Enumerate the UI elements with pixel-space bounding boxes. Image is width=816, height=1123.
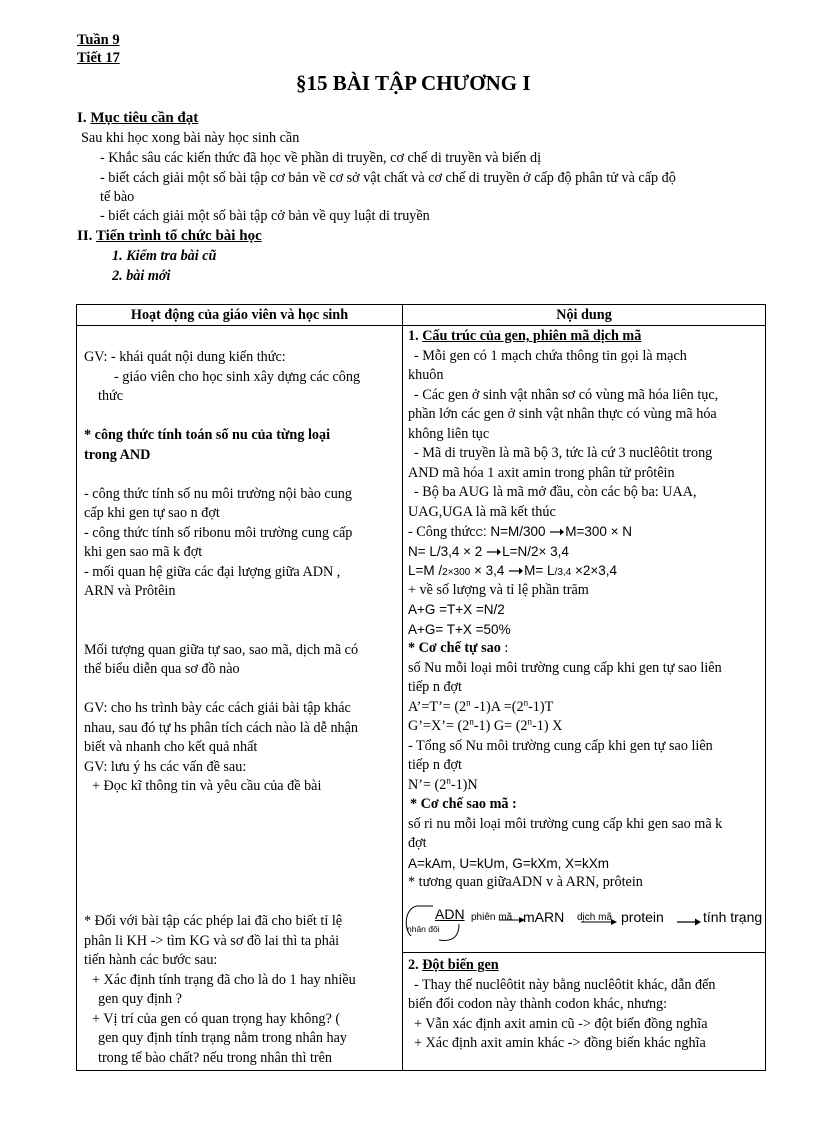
mutation-section [408,956,764,1054]
left-column-2 [84,912,402,1068]
left-line: nhau, sau đó tự hs phân tích cách nào là dễ nhận [84,719,359,736]
subheading-check-old: 1. Kiểm tra bài cũ [112,248,217,264]
section1-heading: I. Mục tiêu cần đạt [77,110,199,126]
formula-heading-2: trong AND [84,446,151,463]
right-line: khuôn [408,367,444,383]
formula-percent: A+G= T+X =50% [408,621,511,637]
arrow-right-icon [549,527,565,537]
left-line: phân li KH -> tìm KG và sơ đồ lai thì ta phải [84,932,340,949]
left-line: gen quy định tính trạng nằm trong nhân hay [98,1030,348,1046]
transcription-heading: * Cơ chế sao mã : [410,796,517,812]
right-line: AND mã hóa 1 axit amin trong phân tử prôtêin [408,464,675,481]
gene-structure-heading: 1. Cấu trúc của gen, phiên mã dịch mã [408,328,642,344]
col-header-activities: Hoạt động của giáo viên và học sinh [77,305,403,326]
right-line: biến đổi codon này thành codon khác, nhưng: [408,996,668,1012]
selfcopy-heading: * Cơ chế tự sao : [408,640,509,656]
left-line: - mối quan hệ giữa các đại lượng giữa ADN , [84,563,341,580]
right-line: số Nu mỗi loại môi trường cung cấp khi gen tự sao liên [408,659,722,676]
left-line: + Vị trí của gen có quan trọng hay không? ( [92,1010,341,1027]
diagram-trait: tính trạng [703,909,763,925]
gv-intro: GV: - khái quát nội dung kiến thức: [84,349,286,365]
right-line: - Mã di truyền là mã bộ 3, tức là cứ 3 nuclêôtit trong [414,445,713,461]
right-line: tiếp n đợt [408,757,462,773]
right-line: - Mỗi gen có 1 mạch chứa thông tin gọi là mạch [414,347,687,364]
percent-note: + về số lượng và tỉ lệ phần trăm [408,581,589,598]
col-header-content: Nội dung [403,305,766,326]
left-line: Mối tượng quan giữa tự sao, sao mã, dịch mã có [84,641,359,658]
section2-heading: II. Tiến trình tổ chức bài học [77,228,262,244]
formula-count: - Công thứcC: N=M/300 M=300 × N [408,524,633,540]
right-line: số ri nu mỗi loại môi trường cung cấp khi gen sao mã k [408,815,723,832]
right-column [408,327,764,893]
page-title: §15 BÀI TẬP CHƯƠNG I [296,71,531,95]
left-line: + Xác định tính trạng đã cho là do 1 hay nhiều [92,971,356,988]
subheading-new-lesson: 2. bài mới [112,268,171,284]
objective-2-cont: tế bào [100,189,135,205]
divider [402,952,766,953]
formula-mass: L=M /2×300 × 3,4 M= L/3,4 ×2×3,4 [408,563,618,578]
left-line: GV: lưu ý hs các vấn đề sau: [84,758,247,775]
formula-sum: A+G =T+X =N/2 [408,602,505,617]
right-line: UAG,UGA là mã kết thúc [408,503,556,520]
left-line: + Đọc kĩ thông tin và yêu cầu của đề bài [92,778,322,794]
left-line: gen quy định ? [98,991,182,1007]
central-dogma-diagram [403,902,769,946]
left-line: - công thức tính số nu môi trường nội bào cung [84,485,352,502]
formula-heading: * công thức tính toán số nu của từng loại [84,427,331,443]
objective-3: - biết cách giải một số bài tập cở bản về quy luật di truyền [100,208,430,224]
formula-length: N= L/3,4 × 2 L=N/2× 3,4 [408,543,569,559]
formula-at: A’=T’= ($2^n$ $-1)A =(2^n-1)T$ [408,696,554,715]
period-label: Tiết 17 [77,50,120,66]
left-line: * Đối với bài tập các phép lai đã cho biết tỉ lệ [84,913,343,929]
right-line: đợt [408,835,427,851]
right-line: tiếp n đợt [408,679,462,695]
left-line: biết và nhanh cho kết quả nhất [84,739,258,755]
left-line: GV: cho hs trình bày các cách giải bài tập khác [84,700,351,716]
gv-intro-2: - giáo viên cho học sinh xây dựng các công [114,368,361,385]
diagram-marn: mARN [523,909,565,925]
objective-2: - biết cách giải một số bài tập cơ bản về cơ sở vật chất và cơ chế di truyền ở cấp độ phân tử và cấp độ [100,170,676,186]
right-line: phần lớn các gen ở sinh vật nhân thực có vùng mã hóa [408,406,717,422]
diagram-transcription-label: phiên mã [471,912,513,923]
right-line: - Bộ ba AUG là mã mở đầu, còn các bộ ba: UAA, [414,484,697,500]
right-line: - Các gen ở sinh vật nhân sơ có vùng mã hóa liên tục, [414,386,719,403]
gv-intro-3: thức [98,388,124,404]
week-label: Tuần 9 [77,32,120,48]
diagram-translation-label: dịch mã [577,912,613,923]
mutation-heading: 2. Đột biến gen [408,957,499,973]
left-line: ARN và Prôtêin [84,583,176,599]
arrow-right-icon [508,566,524,576]
left-line: tiến hành các bước sau: [84,952,218,968]
left-line: cấp khi gen tự sao n đợt [84,505,220,521]
formula-total: N’= $(2^n-1)N$ [408,774,478,793]
formula-gx: G’=X’= $(2^n-1)$ $G= (2^n-1)$ X [408,716,563,734]
right-line: + Xác định axit amin khác -> đồng biến khác nghĩa [414,1035,706,1051]
left-column [84,348,402,797]
right-line: - Thay thế nuclêôtit này bằng nuclêôtit khác, dẫn đến [414,976,716,993]
arrow-right-icon [486,547,502,557]
right-line: - Tổng số Nu môi trường cung cấp khi gen tự sao liên [408,737,713,754]
diagram-adn: ADN [435,906,465,922]
right-line: không liên tục [408,425,490,442]
left-line: trong tế bào chất? nếu trong nhân thì trên [98,1049,333,1066]
left-line: - công thức tính số ribonu môi trường cung cấp [84,524,353,541]
relation-note: * tương quan giữaADN v à ARN, prôtein [408,874,643,890]
right-line: + Vẫn xác định axit amin cũ -> đột biến đồng nghĩa [414,1015,708,1032]
formula-transcription: A=kAm, U=kUm, G=kXm, X=kXm [408,855,610,871]
diagram-self-label: nhân đôi [407,924,440,934]
left-line: khi gen sao mã k đợt [84,544,203,560]
section1-intro: Sau khi học xong bài này học sinh cần [81,130,300,146]
left-line: thể biểu diễn qua sơ đồ nào [84,661,240,677]
objective-1: - Khắc sâu các kiến thức đã học về phần di truyền, cơ chế di truyền và biến dị [100,150,542,166]
diagram-protein: protein [621,909,664,925]
